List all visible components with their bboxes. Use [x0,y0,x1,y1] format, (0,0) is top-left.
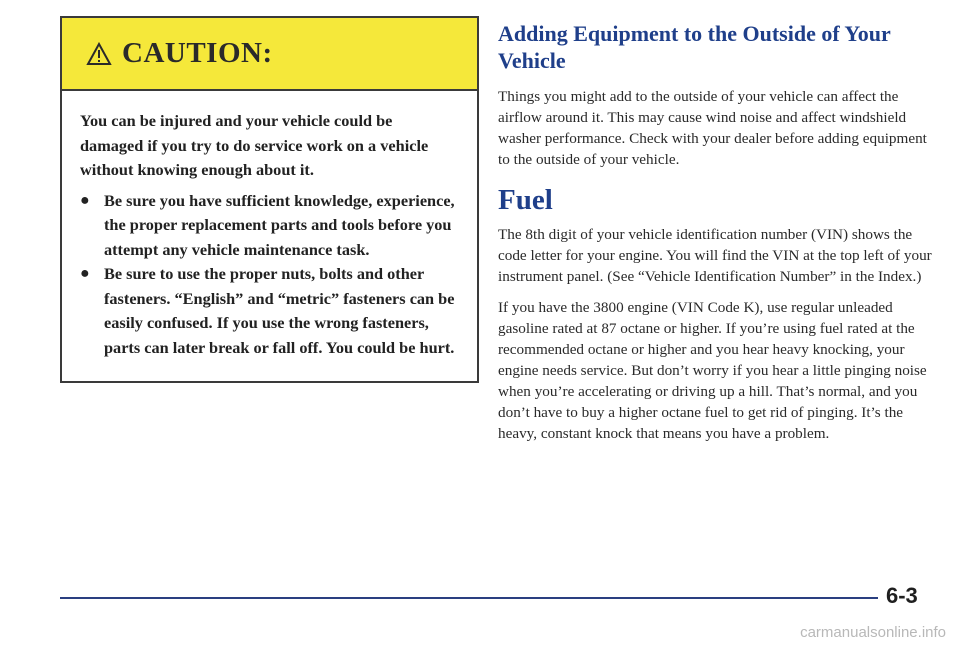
adding-equipment-heading: Adding Equipment to the Outside of Your Vehicle [498,21,891,73]
bullet-icon: ● [80,265,90,282]
caution-title: CAUTION: [122,37,273,69]
watermark: carmanualsonline.info [800,624,946,641]
right-column [498,20,938,454]
adding-equipment-paragraph: Things you might add to the outside of your vehicle can affect the airflow around it. This may cause wind noise and affect windshield washer performance. Check with your dealer before adding equipment to the outside of your vehicle. [498,88,927,168]
caution-header [62,18,477,91]
fuel-paragraph-1: The 8th digit of your vehicle identification number (VIN) shows the code letter for your engine. You will find the VIN at the top left of your instrument panel. (See “Vehicle Identification Number” in the Index.) [498,226,932,285]
bullet-icon: ● [80,191,90,209]
warning-triangle-icon [86,42,112,66]
page-number: 6-3 [886,583,918,608]
caution-body [62,91,477,360]
footer-rule [60,597,878,599]
fuel-heading: Fuel [498,184,553,216]
caution-bullet-text: Be sure you have sufficient knowledge, experience, the proper replacement parts and tools before you attempt any vehicle maintenance task. [104,190,455,259]
caution-box [60,16,479,383]
fuel-paragraph-2: If you have the 3800 engine (VIN Code K), use regular unleaded gasoline rated at 87 octane or higher. If you’re using fuel rated at the recommended octane or higher and you hear heavy knocking, your engine needs service. But don’t worry if you hear a little pinging noise when you’re accelerating or driving up a hill. That’s normal, and you don’t have to buy a higher octane fuel to get rid of pinging. It’s the heavy, constant knock that means you have a problem. [498,299,927,442]
caution-bullet-text: Be sure to use the proper nuts, bolts and other fasteners. “English” and “metric” fasteners can be easily confused. If you use the wrong fasteners, parts can later break or fall off. You could be hurt. [104,264,455,357]
caution-bullet-2 [80,262,459,360]
caution-list [80,189,459,361]
caution-bullet-1 [80,189,459,263]
caution-intro: You can be injured and your vehicle could be damaged if you try to do service work on a vehicle without knowing enough about it. [80,111,429,179]
